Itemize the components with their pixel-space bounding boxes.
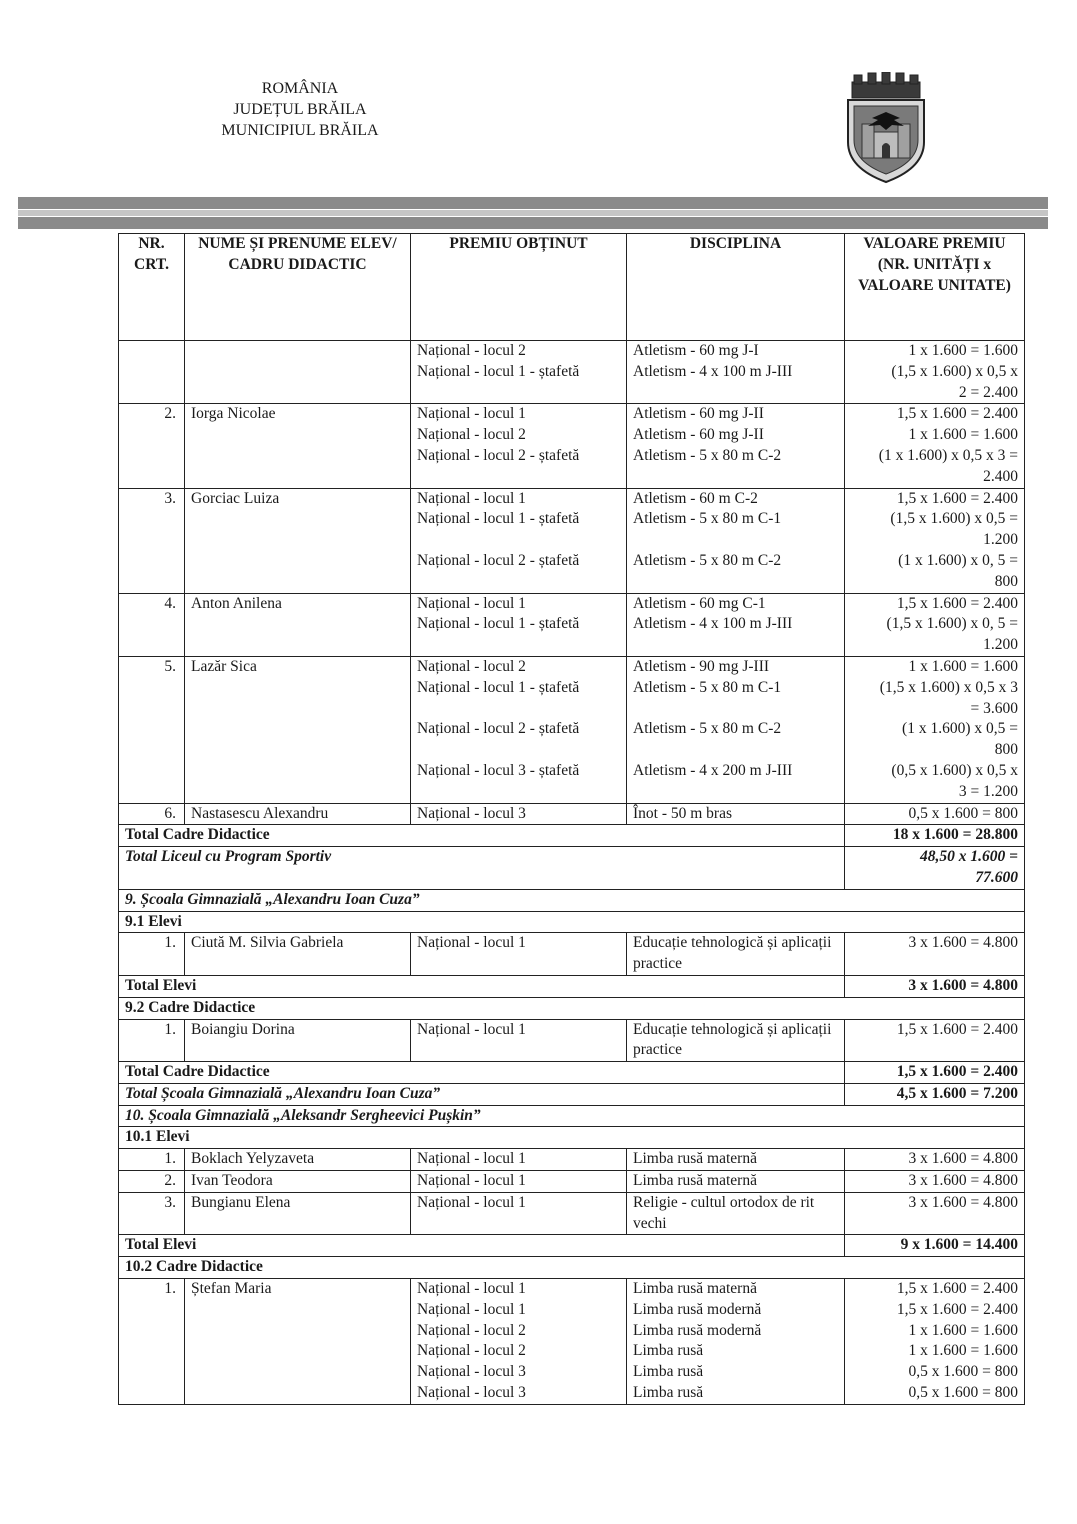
section-title-row: 10. Școala Gimnazială „Aleksandr Sergheevici Pușkin” (119, 1105, 1025, 1127)
total-row: Total Elevi 3 x 1.600 = 4.800 (119, 975, 1025, 997)
table-row: 5. Lazăr Sica Național - locul 2 Național - locul 1 - ștafetă Național - locul 2 - ștafetă Național - locul 3 - ștafetă Atletism - 90 mg J-III Atletism - 5 x 80 m C-1 Atletism - 5 x 80 m C-2 Atletism - 4 x 200 m J-III 1 x 1.600 = 1.600 (1,5 x 1.600) x 0,5 x 3 = 3.600 (1 x 1.600) x 0,5 = 800 (0,5 x 1.600) x 0,5 x 3 = 1.200 (119, 656, 1025, 803)
total-row: Total Liceul cu Program Sportiv 48,50 x 1.600 = 77.600 (119, 847, 1025, 890)
table-row: 1. Ciută M. Silvia Gabriela Național - locul 1 Educație tehnologică și aplicații practice 3 x 1.600 = 4.800 (119, 933, 1025, 976)
header-band (18, 197, 1048, 233)
table-row: 2. Iorga Nicolae Național - locul 1 Național - locul 2 Național - locul 2 - ștafetă Atletism - 60 mg J-II Atletism - 60 mg J-II Atletism - 5 x 80 m C-2 1,5 x 1.600 = 2.400 1 x 1.600 = 1.600 (1 x 1.600) x 0,5 x 3 = 2.400 (119, 404, 1025, 488)
table-row: 1. Boiangiu Dorina Național - locul 1 Educație tehnologică și aplicații practice 1,5 x 1.600 = 2.400 (119, 1019, 1025, 1062)
header-premiu: PREMIU OBȚINUT (411, 234, 627, 341)
subsection-title-row: 10.2 Cadre Didactice (119, 1257, 1025, 1279)
table-row: Național - locul 2 Național - locul 1 - ștafetă Atletism - 60 mg J-I Atletism - 4 x 100 m J-III 1 x 1.600 = 1.600 (1,5 x 1.600) x 0,5 x 2 = 2.400 (119, 341, 1025, 404)
table-row: 6. Nastasescu Alexandru Național - locul 3 Înot - 50 m bras 0,5 x 1.600 = 800 (119, 803, 1025, 825)
subsection-title-row: 9.1 Elevi (119, 911, 1025, 933)
table-row: 1. Boklach Yelyzaveta Național - locul 1 Limba rusă maternă 3 x 1.600 = 4.800 (119, 1149, 1025, 1171)
header-valoare: VALOARE PREMIU (NR. UNITĂȚI x VALOARE UNITATE) (845, 234, 1025, 341)
table-row: 3. Gorciac Luiza Național - locul 1 Național - locul 1 - ștafetă Național - locul 2 - ștafetă Atletism - 60 m C-2 Atletism - 5 x 80 m C-1 Atletism - 5 x 80 m C-2 1,5 x 1.600 = 2.400 (1,5 x 1.600) x 0,5 = 1.200 (1 x 1.600) x 0, 5 = 800 (119, 488, 1025, 593)
header-nr: NR. CRT. (119, 234, 185, 341)
header-nume: NUME ȘI PRENUME ELEV/ CADRU DIDACTIC (185, 234, 411, 341)
prize-table (118, 233, 1025, 1405)
header-disciplina: DISCIPLINA (627, 234, 845, 341)
table-header-row (119, 234, 1025, 341)
table-row: 4. Anton Anilena Național - locul 1 Național - locul 1 - ștafetă Atletism - 60 mg C-1 Atletism - 4 x 100 m J-III 1,5 x 1.600 = 2.400 (1,5 x 1.600) x 0, 5 = 1.200 (119, 593, 1025, 656)
header-country: ROMÂNIA (261, 80, 339, 97)
header-county: JUDEȚUL BRĂILA (233, 101, 367, 118)
subsection-title-row: 9.2 Cadre Didactice (119, 997, 1025, 1019)
document-header (200, 78, 400, 141)
header-municipality: MUNICIPIUL BRĂILA (221, 122, 379, 139)
coat-of-arms-icon (842, 72, 930, 184)
table-row: 3. Bungianu Elena Național - locul 1 Religie - cultul ortodox de rit vechi 3 x 1.600 = 4.800 (119, 1192, 1025, 1235)
total-row: Total Cadre Didactice 1,5 x 1.600 = 2.400 (119, 1062, 1025, 1084)
table-row: 1. Ștefan Maria Național - locul 1 Național - locul 1 Național - locul 2 Național - locul 2 Național - locul 3 Național - locul 3 Limba rusă maternă Limba rusă modernă Limba rusă modernă Limba rusă Limba rusă Limba rusă 1,5 x 1.600 = 2.400 1,5 x 1.600 = 2.400 1 x 1.600 = 1.600 1 x 1.600 = 1.600 0,5 x 1.600 = 800 0,5 x 1.600 = 800 (119, 1279, 1025, 1405)
total-row: Total Cadre Didactice 18 x 1.600 = 28.800 (119, 825, 1025, 847)
subsection-title-row: 10.1 Elevi (119, 1127, 1025, 1149)
table-row: 2. Ivan Teodora Național - locul 1 Limba rusă maternă 3 x 1.600 = 4.800 (119, 1171, 1025, 1193)
total-row: Total Școala Gimnazială „Alexandru Ioan Cuza” 4,5 x 1.600 = 7.200 (119, 1083, 1025, 1105)
total-row: Total Elevi 9 x 1.600 = 14.400 (119, 1235, 1025, 1257)
section-title-row: 9. Școala Gimnazială „Alexandru Ioan Cuza” (119, 889, 1025, 911)
